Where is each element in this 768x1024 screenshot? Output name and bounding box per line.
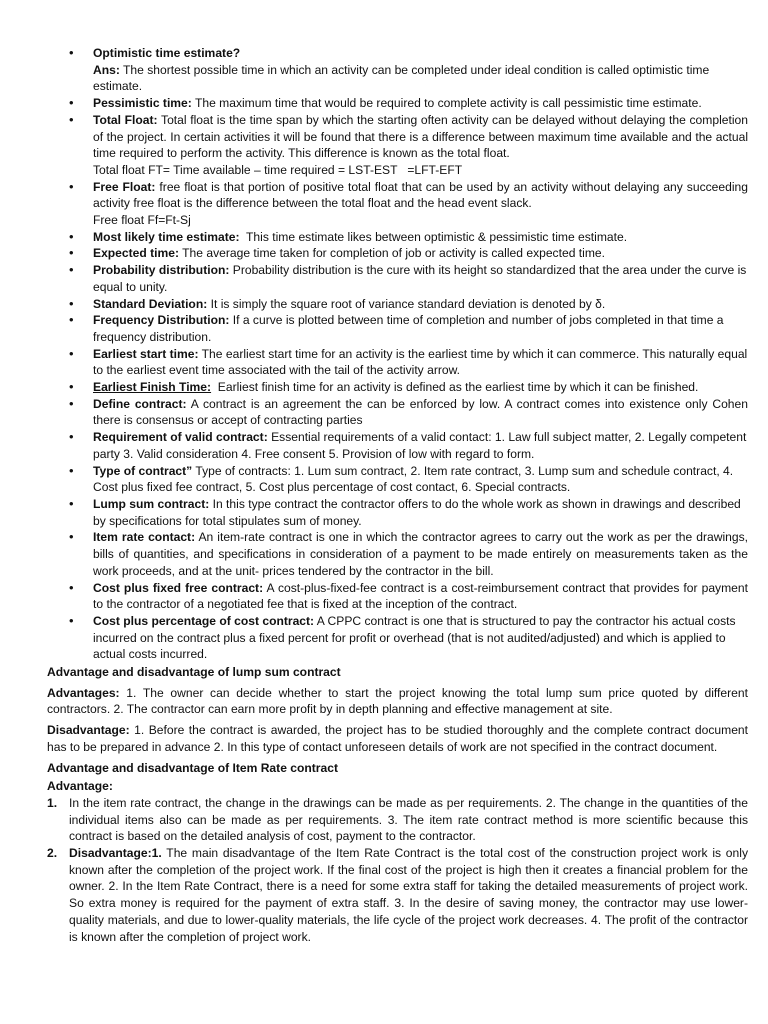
list-item bbox=[93, 179, 748, 229]
list-item bbox=[93, 396, 748, 429]
list-item bbox=[93, 429, 748, 462]
item-rate-heading: Advantage and disadvantage of Item Rate contract bbox=[47, 760, 338, 775]
item-number: 1. bbox=[47, 795, 58, 810]
term-text: Earliest finish time for an activity is defined as the earliest time by which it can be finished. bbox=[211, 380, 699, 395]
list-item bbox=[93, 346, 748, 379]
term-text: The earliest start time for an activity is the earliest time by which it can commerce. This naturally equal to the earliest event time associated with the tail of the activity arrow. bbox=[93, 346, 748, 378]
term-label: Cost plus fixed free contract: bbox=[93, 580, 264, 595]
term-label: Probability distribution: bbox=[93, 263, 230, 278]
term-label: Earliest Finish Time: bbox=[93, 380, 212, 395]
formula-text: Free float Ff=Ft-Sj bbox=[93, 213, 191, 228]
term-text: Essential requirements of a valid contact: 1. Law full subject matter, 2. Legally competent party 3. Valid consideration 4. Free consent 5. Provision of low with regard to form. bbox=[93, 430, 747, 461]
term-text: Probability distribution is the cure with its height so standardized that the area under the curve is equal to unity. bbox=[93, 263, 747, 294]
term-label: Cost plus percentage of cost contract: bbox=[93, 613, 315, 628]
item-text: In the item rate contract, the change in the drawings can be made as per requirements. 2. The change in the quantities of the individual items also can be made as per requirements. 3. The item rate contract method is more scientific because this contract is based on the detailed analysis of cost, payment to the contractor. bbox=[69, 795, 748, 844]
term-label: Pessimistic time: bbox=[93, 96, 192, 111]
list-item bbox=[93, 229, 748, 246]
term-label: Standard Deviation: bbox=[93, 296, 208, 311]
lump-sum-disadvantages bbox=[47, 722, 748, 755]
term-label: Type of contract” bbox=[93, 463, 193, 478]
list-item bbox=[93, 312, 748, 345]
disadvantages-label: Disadvantage: bbox=[47, 723, 130, 738]
term-label: Free Float: bbox=[93, 179, 156, 194]
term-label: Most likely time estimate: bbox=[93, 229, 240, 244]
term-label: Expected time: bbox=[93, 246, 180, 261]
term-text: A contract is an agreement the can be enforced by low. A contract comes into existence only Cohen there is consensus or accept of contracting parties bbox=[93, 396, 748, 428]
term-text: free float is that portion of positive total float that can be used by an activity without delaying any succeeding activity free float is the difference between the total float and the head event slack. bbox=[93, 179, 748, 211]
list-item bbox=[93, 245, 748, 262]
term-text: An item-rate contract is one in which the contractor agrees to carry out the work as per the drawings, bills of quantities, and specifications in consideration of a payment to be made entirely on measurements taken as the work proceeds, and at the unit- prices tendered by the contractor in the bill. bbox=[93, 530, 748, 578]
list-item bbox=[93, 45, 748, 95]
list-item bbox=[93, 112, 748, 179]
item-number: 2. bbox=[47, 846, 58, 861]
list-item bbox=[93, 463, 748, 496]
list-item bbox=[93, 529, 748, 579]
term-label: Item rate contact: bbox=[93, 530, 196, 545]
term-text: The average time taken for completion of job or activity is called expected time. bbox=[179, 246, 605, 261]
term-text: The shortest possible time in which an activity can be completed under ideal condition is called optimistic time estimate. bbox=[93, 62, 710, 94]
term-text: The maximum time that would be required to complete activity is call pessimistic time estimate. bbox=[191, 96, 702, 111]
term-text: If a curve is plotted between time of completion and number of jobs completed in that time a frequency distribution. bbox=[93, 313, 724, 344]
term-text: Type of contracts: 1. Lum sum contract, 2. Item rate contract, 3. Lump sum and schedule contract, 4. Cost plus fixed fee contract, 5. Cost plus percentage of cost contact, 6. Special contracts. bbox=[93, 463, 734, 495]
list-item bbox=[93, 496, 748, 529]
item-label: Disadvantage:1. bbox=[69, 846, 162, 861]
lump-sum-advantages bbox=[47, 685, 748, 718]
numbered-item bbox=[47, 795, 748, 845]
term-label: Earliest start time: bbox=[93, 346, 199, 361]
list-item bbox=[93, 95, 748, 112]
term-label: Frequency Distribution: bbox=[93, 313, 230, 328]
definitions-list bbox=[47, 45, 748, 663]
list-item bbox=[93, 296, 748, 313]
term-text: A cost-plus-fixed-fee contract is a cost-reimbursement contract that provides for payment to the contractor of a negotiated fee that is fixed at the inception of the contract. bbox=[93, 580, 748, 612]
advantages-text: 1. The owner can decide whether to start the project knowing the total lump sum price quoted by different contractors. 2. The contractor can earn more profit by in depth planning and effective management at site. bbox=[47, 685, 748, 717]
answer-label: Ans: bbox=[93, 62, 120, 77]
term-label: Total Float: bbox=[93, 112, 158, 127]
term-text: This time estimate likes between optimistic & pessimistic time estimate. bbox=[239, 229, 628, 244]
term-text: A CPPC contract is one that is structured to pay the contractor his actual costs incurred on the contract plus a fixed percent for profit or overhead (that is not audited/adjusted) and which is applied to actual costs incurred. bbox=[93, 613, 736, 662]
list-item bbox=[93, 379, 748, 396]
numbered-item bbox=[47, 845, 748, 945]
term-label: Requirement of valid contract: bbox=[93, 430, 268, 445]
list-item bbox=[93, 613, 748, 663]
lump-sum-heading: Advantage and disadvantage of lump sum contract bbox=[47, 665, 341, 680]
item-rate-advantage-label: Advantage: bbox=[47, 779, 113, 794]
term-text: It is simply the square root of variance standard deviation is denoted by δ. bbox=[207, 296, 606, 311]
term-label: Optimistic time estimate? bbox=[93, 46, 241, 60]
list-item bbox=[93, 262, 748, 295]
term-label: Lump sum contract: bbox=[93, 496, 210, 511]
term-text: Total float is the time span by which the starting often activity can be delayed without delaying the completion of the project. In certain activities it will be found that there is a difference between maximum time available and the actual time required to perform the activity. This difference is known as the total float. bbox=[93, 112, 748, 161]
item-text: The main disadvantage of the Item Rate Contract is the total cost of the construction project work is only known after the completion of the project work. If the final cost of the project is high then it creates a financial problem for the owner. 2. In the Item Rate Contract, there is a need for some extra staff for taking the detailed measurements of project work. So extra money is required for the payment of extra staff. 3. In the desire of saving money, the contractor may use lower-quality materials, and due to lower-quality materials, the life cycle of the project work decreases. 4. The profit of the contractor is known after the completion of project work. bbox=[69, 846, 748, 944]
term-text: In this type contract the contractor offers to do the whole work as shown in drawings and described by specifications for total stipulates sum of money. bbox=[93, 496, 741, 528]
disadvantages-text: 1. Before the contract is awarded, the project has to be studied thoroughly and the complete contract document has to be prepared in advance 2. In this type of contact unforeseen details of work are not specified in the contract document. bbox=[47, 723, 748, 754]
item-rate-list bbox=[47, 795, 748, 945]
formula-text: Total float FT= Time available – time required = LST-EST =LFT-EFT bbox=[93, 162, 463, 177]
term-label: Define contract: bbox=[93, 396, 187, 411]
advantages-label: Advantages: bbox=[47, 685, 120, 700]
list-item bbox=[93, 580, 748, 613]
